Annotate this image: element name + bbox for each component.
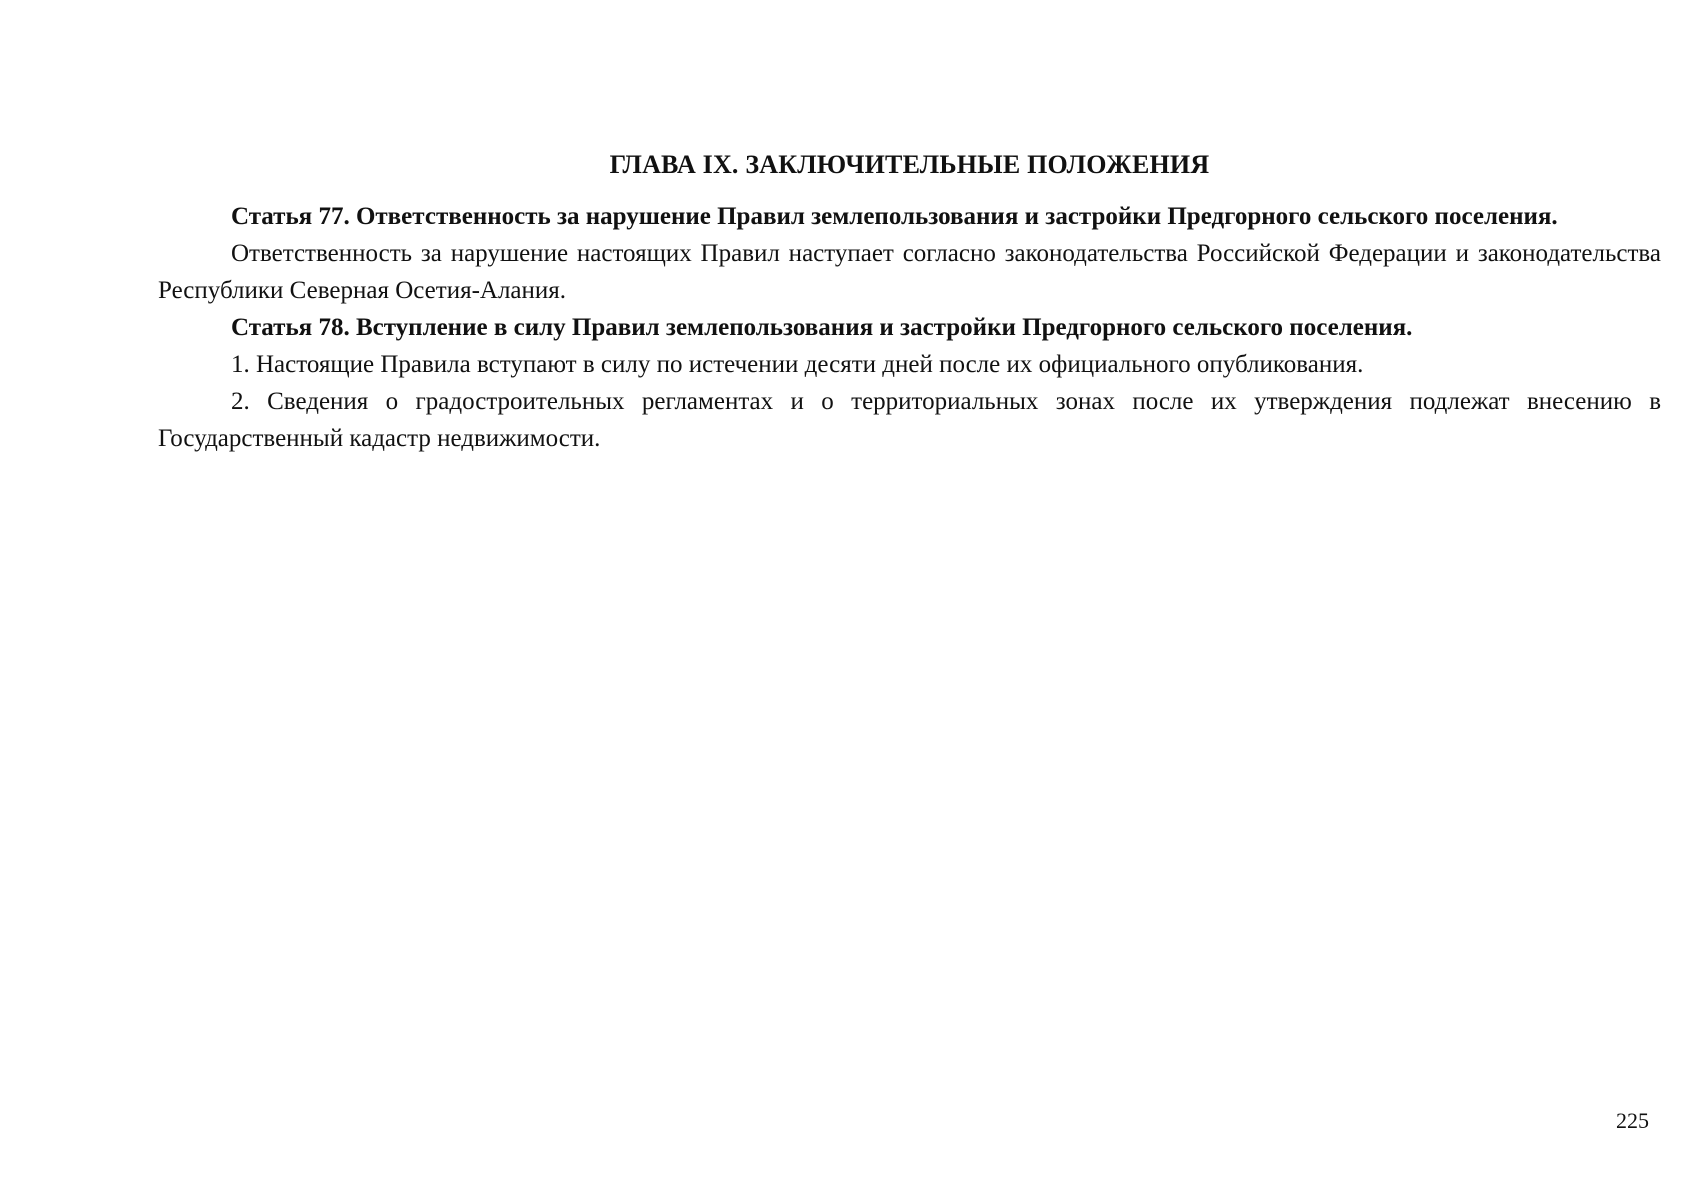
document-page — [158, 150, 1661, 457]
article-77-text: Ответственность за нарушение настоящих Правил наступает согласно законодательства Российской Федерации и законодательства Республики Северная Осетия-Алания. — [158, 240, 1661, 304]
page-number: 225 — [1616, 1108, 1649, 1133]
article-78-item-1: 1. Настоящие Правила вступают в силу по истечении десяти дней после их официального опубликования. — [231, 351, 1364, 378]
chapter-title: ГЛАВА IX. ЗАКЛЮЧИТЕЛЬНЫЕ ПОЛОЖЕНИЯ — [609, 150, 1210, 179]
article-78-heading: Статья 78. Вступление в силу Правил землепользования и застройки Предгорного сельского поселения. — [231, 314, 1413, 341]
article-77 — [158, 198, 1661, 309]
article-77-heading: Статья 77. Ответственность за нарушение Правил землепользования и застройки Предгорного сельского поселения. — [231, 203, 1558, 230]
article-78 — [158, 309, 1661, 457]
article-78-item-2: 2. Сведения о градостроительных регламентах и о территориальных зонах после их утверждения подлежат внесению в Государственный кадастр недвижимости. — [158, 388, 1661, 452]
